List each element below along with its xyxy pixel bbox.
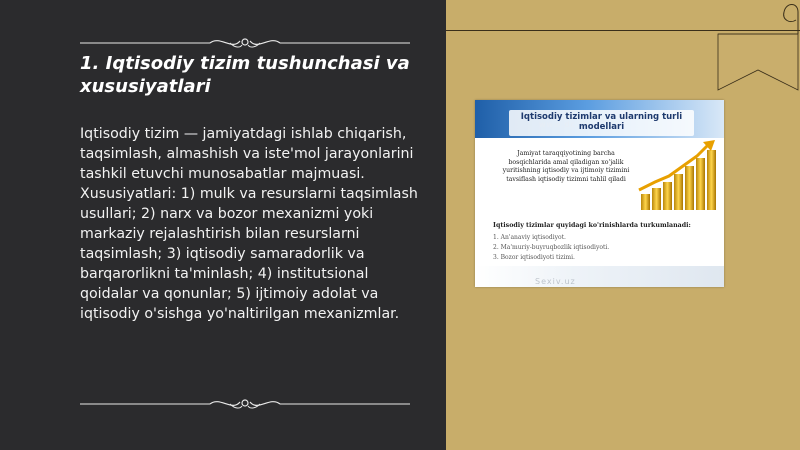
ornament-divider-icon: [80, 397, 410, 411]
slide-title: 1. Iqtisodiy tizim tushunchasi va xususiyatlari: [80, 53, 410, 97]
growth-bar-chart-icon: [635, 136, 723, 216]
thumbnail-title: Iqtisodiy tizimlar va ularning turli modellari: [520, 112, 683, 132]
list-item: 2. Ma'muriy-buyruqbozlik iqtisodiyoti.: [493, 244, 610, 251]
thumbnail-list-title: Iqtisodiy tizimlar quyidagi ko'rinishlarda turkumlanadi:: [493, 222, 691, 229]
slide-thumbnail: [475, 100, 724, 287]
slide-body-text: Iqtisodiy tizim — jamiyatdagi ishlab chiqarish, taqsimlash, almashish va iste'mol jarayonlarini tashkil etuvchi munosabatlar majmuasi. Xususiyatlari: 1) mulk va resurslarni taqsimlash usullari; 2) narx va bozor mexanizmi yoki markaziy rejalashtirish bilan resurslarni taqsimlash; 3) iqtisodiy samaradorlik va barqarorlikni ta'minlash; 4) institutsional qoidalar va qonunlar; 5) ijtimoiy adolat va iqtisodiy o'sishga yo'naltirilgan mexanizmlar.: [80, 126, 418, 322]
thumbnail-footer: [475, 266, 724, 287]
page-corner-ribbon-icon: [716, 0, 800, 98]
thumbnail-footer-watermark: Sexiv.uz: [535, 277, 576, 286]
thumbnail-paragraph: Jamiyat taraqqiyotining barcha bosqichlarida amal qiladigan xo'jalik yuritishning iqtisodiy va ijtimoiy tizimini tavsiflash iqtisodiy tizimni tahlil qiladi: [502, 150, 630, 183]
list-item: 3. Bozor iqtisodiyoti tizimi.: [493, 254, 575, 261]
thumbnail-list: [493, 233, 693, 263]
list-item: 1. An'anaviy iqtisodiyot.: [493, 234, 566, 241]
ornament-divider-icon: [80, 36, 410, 50]
